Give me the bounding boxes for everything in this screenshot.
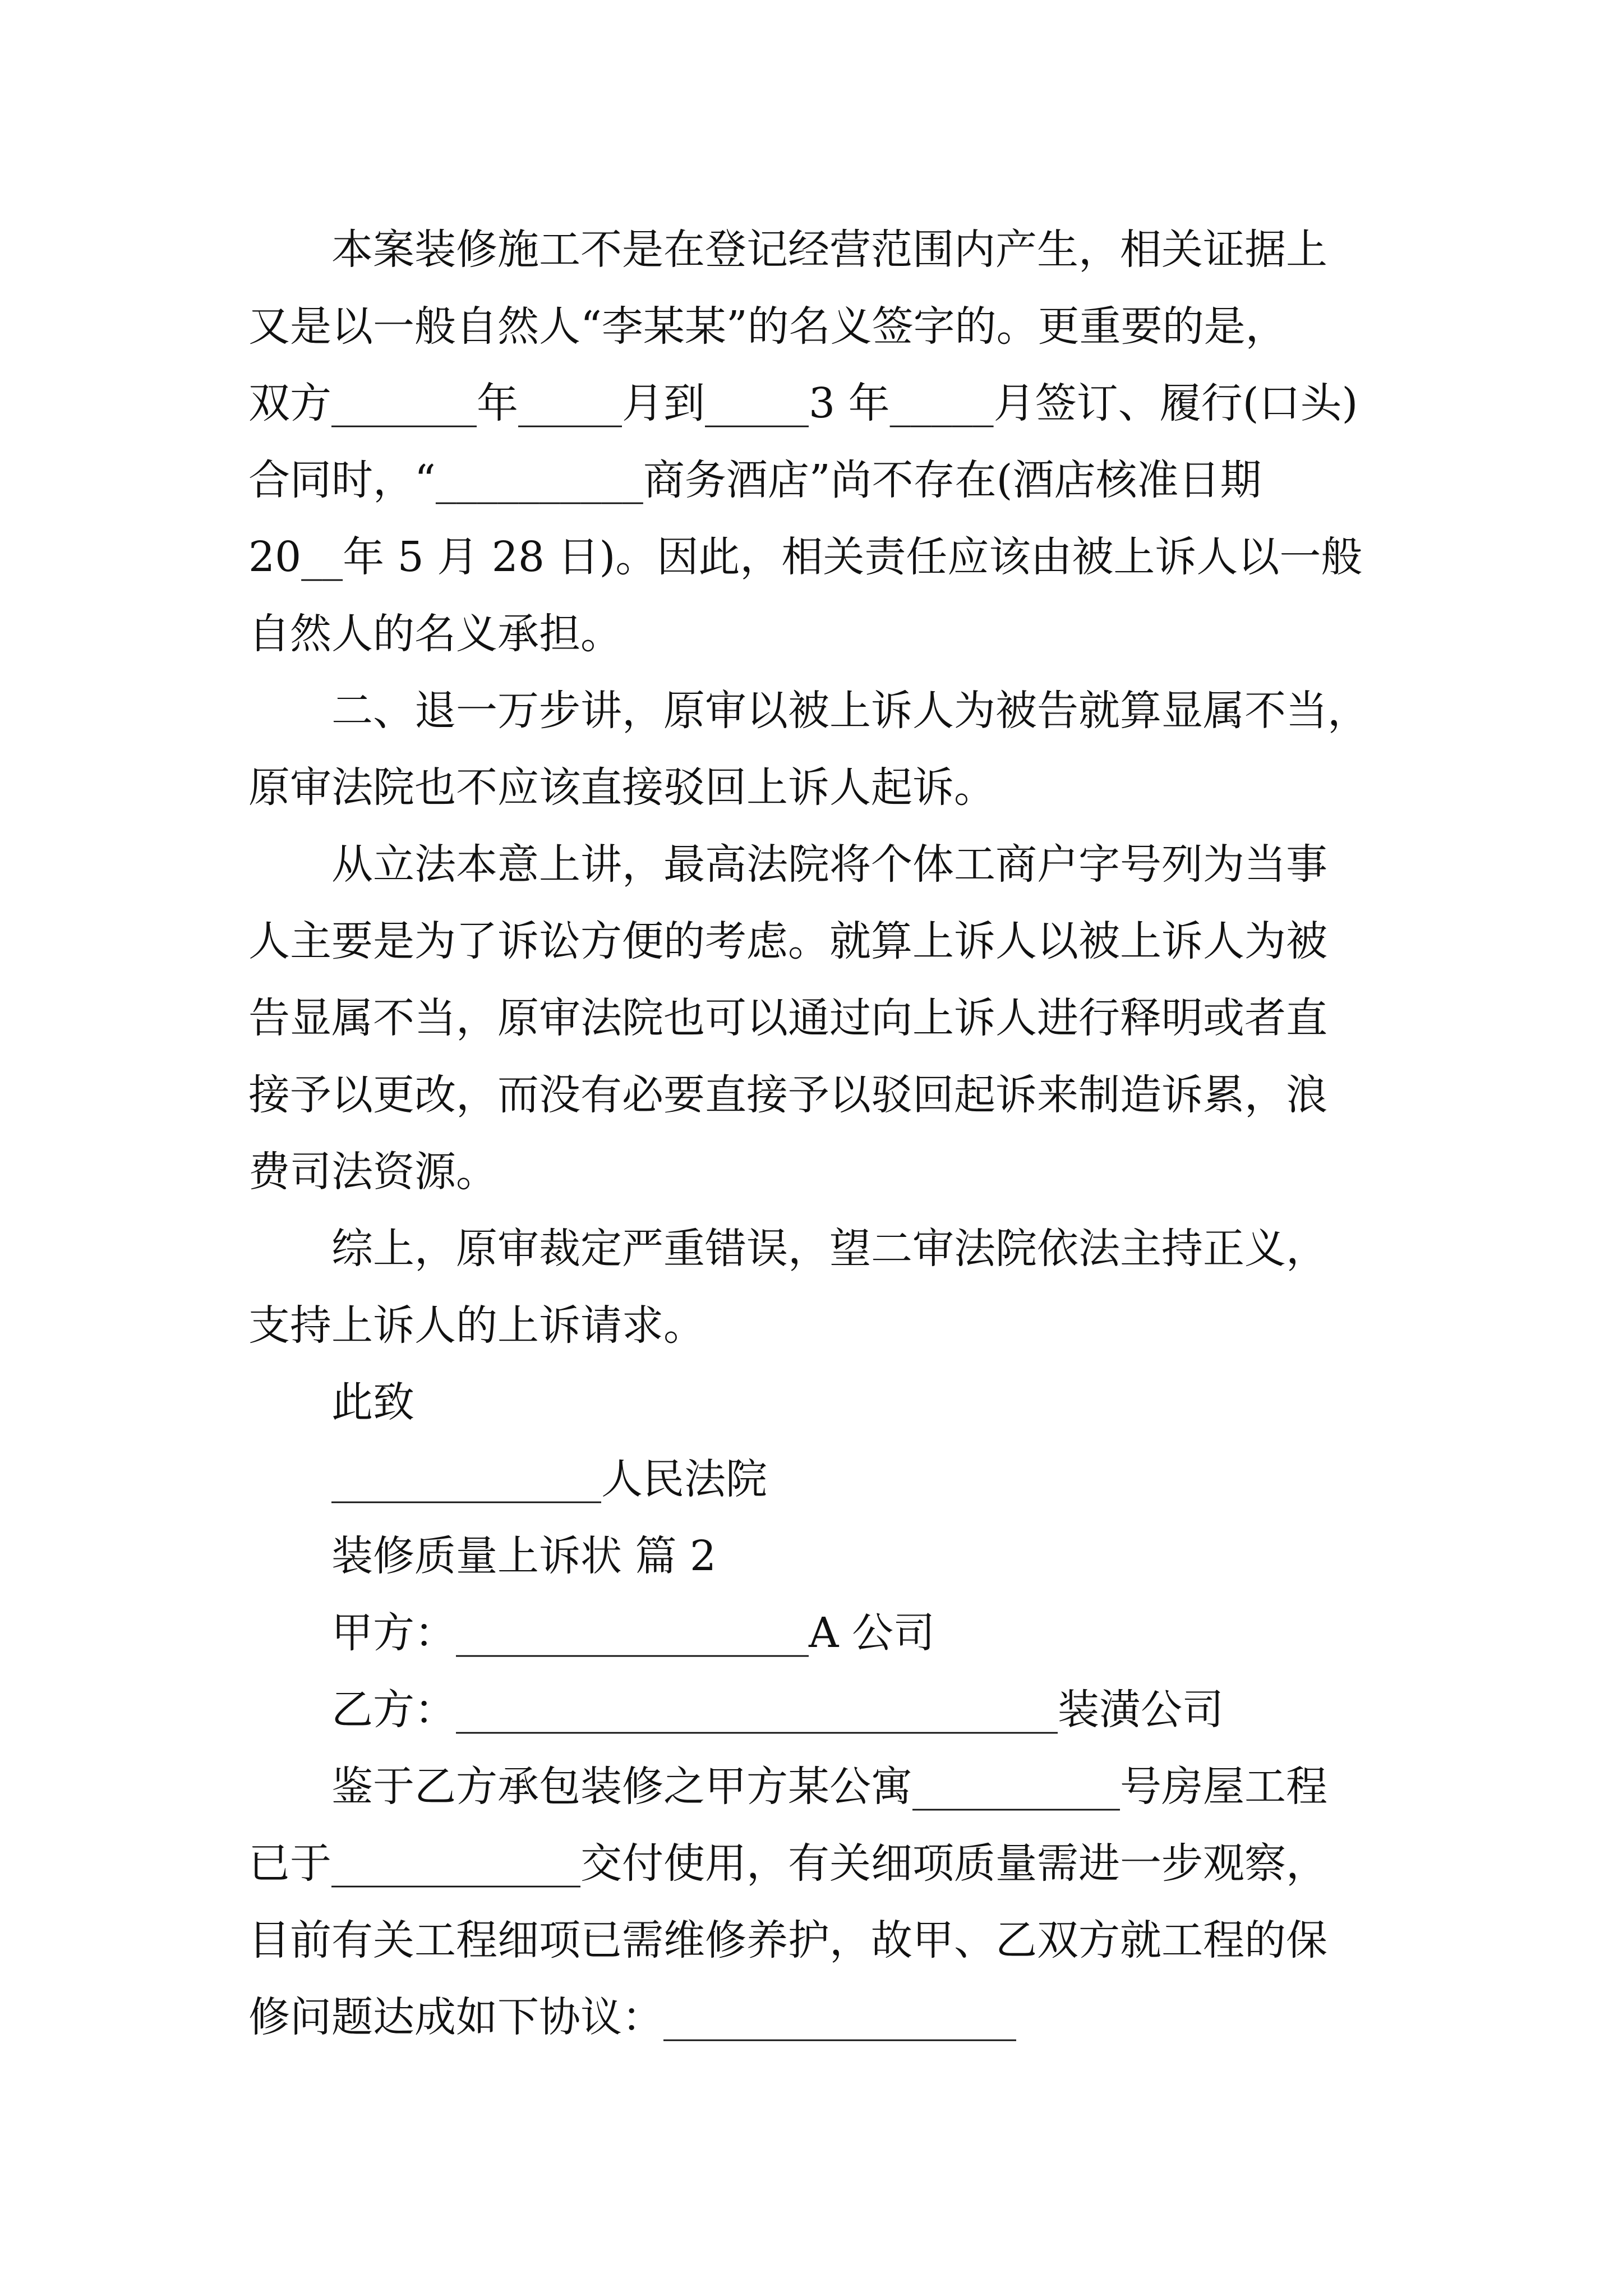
paragraph-line: 二、退一万步讲，原审以被上诉人为被告就算显属不当， [331, 687, 1369, 735]
paragraph-line: 人主要是为了诉讼方便的考虑。就算上诉人以被上诉人为被 [248, 917, 1327, 965]
paragraph-line: 接予以更改，而没有必要直接予以驳回起诉来制造诉累，浪 [248, 1071, 1327, 1119]
paragraph-line: 又是以一般自然人“李某某”的名义签字的。更重要的是， [248, 302, 1287, 351]
paragraph-line: 双方_______年_____月到_____3 年_____月签订、履行(口头) [248, 379, 1358, 427]
paragraph-line: 费司法资源。 [248, 1148, 497, 1196]
paragraph-line: 从立法本意上讲，最高法院将个体工商户字号列为当事 [331, 840, 1327, 889]
paragraph-line: 已于____________交付使用，有关细项质量需进一步观察， [248, 1839, 1327, 1888]
paragraph-line: 综上，原审裁定严重错误，望二审法院依法主持正义， [331, 1225, 1327, 1273]
paragraph-line: 鉴于乙方承包装修之甲方某公寓__________号房屋工程 [331, 1763, 1327, 1811]
party-b-line: 乙方：_____________________________装潢公司 [331, 1686, 1224, 1734]
salutation-line: 此致 [331, 1378, 414, 1427]
paragraph-line: 自然人的名义承担。 [248, 610, 622, 658]
paragraph-line: 本案装修施工不是在登记经营范围内产生，相关证据上 [331, 226, 1327, 274]
paragraph-line: 合同时，“__________商务酒店”尚不存在(酒店核准日期 [248, 456, 1262, 504]
paragraph-line: 支持上诉人的上诉请求。 [248, 1301, 705, 1350]
paragraph-line: 目前有关工程细项已需维修养护，故甲、乙双方就工程的保 [248, 1916, 1327, 1964]
court-address-line: _____________人民法院 [331, 1455, 767, 1503]
paragraph-line: 20__年 5 月 28 日)。因此，相关责任应该由被上诉人以一般 [248, 533, 1363, 581]
paragraph-line: 告显属不当，原审法院也可以通过向上诉人进行释明或者直 [248, 994, 1327, 1042]
section-heading: 装修质量上诉状 篇 2 [331, 1532, 717, 1580]
document-body [248, 211, 1390, 2056]
party-a-line: 甲方：_________________A 公司 [331, 1609, 935, 1657]
paragraph-line: 修问题达成如下协议：_________________ [248, 1993, 1016, 2041]
paragraph-line: 原审法院也不应该直接驳回上诉人起诉。 [248, 763, 995, 812]
